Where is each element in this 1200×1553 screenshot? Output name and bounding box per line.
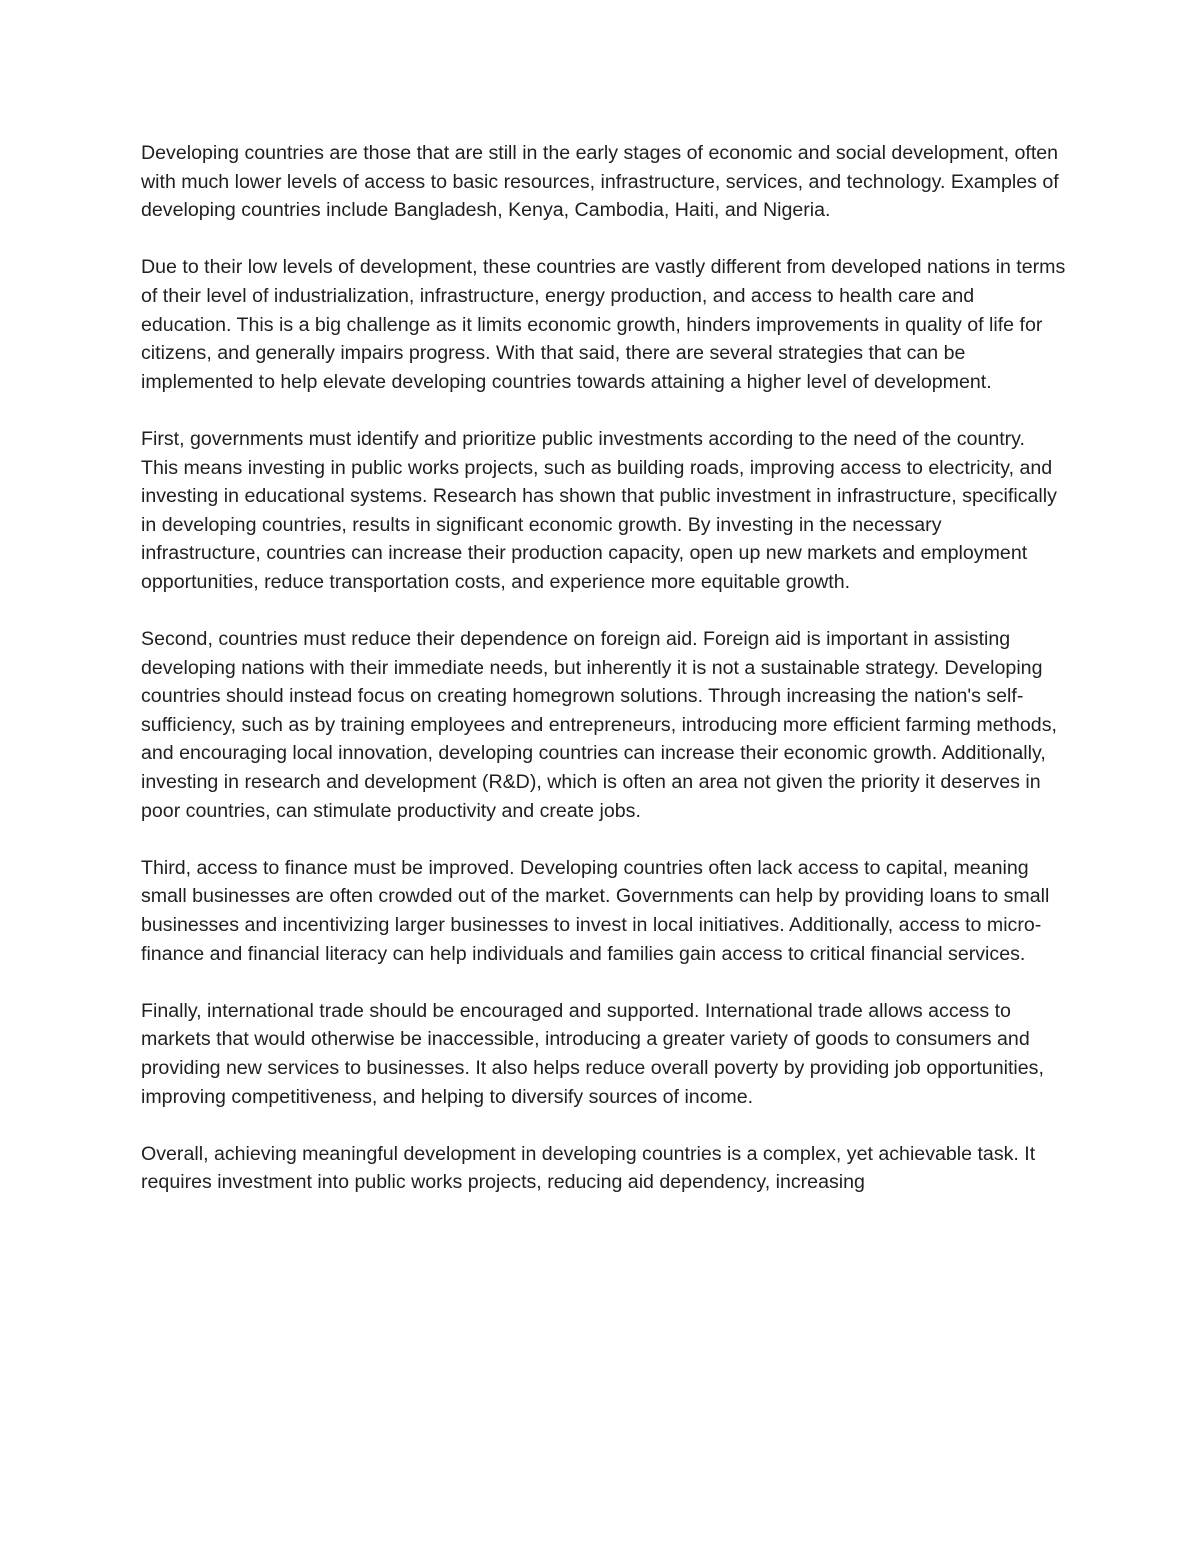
paragraph-international-trade: Finally, international trade should be encouraged and supported. International trade allows access to markets that would otherwise be inaccessible, introducing a greater variety of goods to consumers and providing new services to businesses. It also helps reduce overall poverty by providing job opportunities, improving competitiveness, and helping to diversify sources of income. <box>141 999 1044 1108</box>
paragraph-finance-access: Third, access to finance must be improved. Developing countries often lack access to capital, meaning small businesses are often crowded out of the market. Governments can help by providing loans to small businesses and incentivizing larger businesses to invest in local initiatives. Additionally, access to micro-finance and financial literacy can help individuals and families gain access to critical financial services. <box>141 856 1050 965</box>
paragraph-conclusion: Overall, achieving meaningful development in developing countries is a complex, yet achievable task. It requires investment into public works projects, reducing aid dependency, increasing <box>141 1142 1036 1194</box>
document-body <box>141 139 1066 1197</box>
paragraph-intro: Developing countries are those that are still in the early stages of economic and social development, often with much lower levels of access to basic resources, infrastructure, services, and technology. Examples of developing countries include Bangladesh, Kenya, Cambodia, Haiti, and Nigeria. <box>141 142 1059 222</box>
paragraph-challenges: Due to their low levels of development, these countries are vastly different from developed nations in terms of their level of industrialization, infrastructure, energy production, and access to health care and education. This is a big challenge as it limits economic growth, hinders improvements in quality of life for citizens, and generally impairs progress. With that said, there are several strategies that can be implemented to help elevate developing countries towards attaining a higher level of development. <box>141 256 1066 393</box>
paragraph-foreign-aid: Second, countries must reduce their dependence on foreign aid. Foreign aid is important in assisting developing nations with their immediate needs, but inherently it is not a sustainable strategy. Developing countries should instead focus on creating homegrown solutions. Through increasing the nation's self-sufficiency, such as by training employees and entrepreneurs, introducing more efficient farming methods, and encouraging local innovation, developing countries can increase their economic growth. Additionally, investing in research and development (R&D), which is often an area not given the priority it deserves in poor countries, can stimulate productivity and create jobs. <box>141 628 1057 822</box>
paragraph-public-investment: First, governments must identify and prioritize public investments according to the need of the country. This means investing in public works projects, such as building roads, improving access to electricity, and investing in educational systems. Research has shown that public investment in infrastructure, specifically in developing countries, results in significant economic growth. By investing in the necessary infrastructure, countries can increase their production capacity, open up new markets and employment opportunities, reduce transportation costs, and experience more equitable growth. <box>141 427 1057 593</box>
